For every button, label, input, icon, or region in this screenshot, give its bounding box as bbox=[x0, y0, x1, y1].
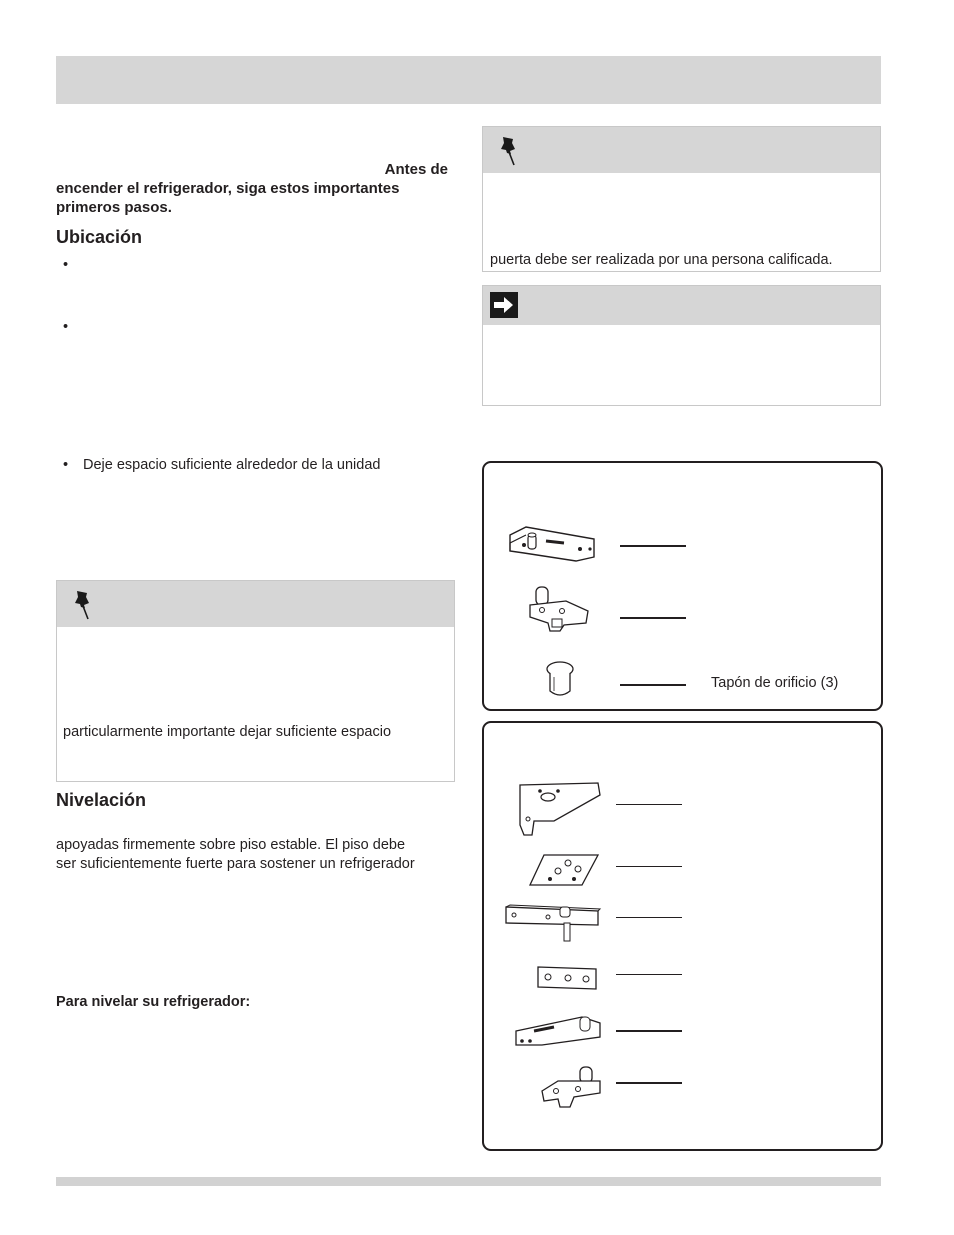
leader-line bbox=[616, 1082, 682, 1084]
hole-plug-icon bbox=[544, 659, 576, 701]
hinge-shim-icon bbox=[528, 849, 600, 889]
bottom-hinge-icon bbox=[512, 1013, 604, 1053]
leader-line bbox=[620, 684, 686, 686]
intro-line-3: primeros pasos. bbox=[56, 199, 172, 216]
center-hinge-icon bbox=[526, 583, 592, 637]
note-left-text: particularmente importante dejar suficiente espacio bbox=[63, 724, 392, 740]
bullet-item-3 bbox=[63, 456, 443, 476]
nivelacion-line-1: apoyadas firmemente sobre piso estable. El piso debe bbox=[56, 837, 406, 853]
leader-line bbox=[616, 974, 682, 975]
arrow-right-icon bbox=[490, 292, 518, 318]
bottom-hinge-pin-icon bbox=[538, 1063, 604, 1111]
hole-plug-label: Tapón de orificio (3) bbox=[711, 675, 839, 691]
note-box-header bbox=[483, 286, 880, 325]
hinge-kit-box-bottom bbox=[482, 721, 883, 1151]
pushpin-icon bbox=[73, 589, 95, 621]
bullet-item-2 bbox=[63, 318, 443, 338]
page-footer-bar bbox=[56, 1177, 881, 1186]
nivelar-subheading: Para nivelar su refrigerador: bbox=[56, 994, 251, 1010]
nivelacion-line-2: ser suficientemente fuerte para sostener un refrigerador bbox=[56, 856, 415, 872]
bullet-dot: • bbox=[63, 319, 69, 335]
bullet-dot: • bbox=[63, 457, 69, 473]
note-box-header bbox=[57, 581, 454, 627]
top-hinge-plate-icon bbox=[514, 781, 604, 839]
note-box-arrow bbox=[482, 285, 881, 406]
leader-line bbox=[620, 545, 686, 547]
bullet-item-1 bbox=[63, 256, 443, 276]
intro-line-2: encender el refrigerador, siga estos importantes bbox=[56, 180, 400, 197]
bullet-text: Deje espacio suficiente alrededor de la unidad bbox=[83, 457, 381, 473]
leader-line bbox=[616, 804, 682, 805]
hinge-spacer-icon bbox=[534, 963, 600, 993]
note-box-header bbox=[483, 127, 880, 173]
note-box-top bbox=[482, 126, 881, 272]
upper-hinge-icon bbox=[502, 521, 600, 565]
note-box-left bbox=[56, 580, 455, 782]
pushpin-icon bbox=[499, 135, 521, 167]
leader-line bbox=[616, 917, 682, 918]
leader-line bbox=[616, 866, 682, 867]
intro-line-1: Antes de bbox=[384, 161, 448, 178]
section-heading-nivelacion: Nivelación bbox=[56, 790, 147, 810]
bullet-dot: • bbox=[63, 257, 69, 273]
intro-bold-text bbox=[56, 160, 448, 217]
page-header-bar bbox=[56, 56, 881, 104]
hinge-kit-box-top bbox=[482, 461, 883, 711]
center-hinge-bar-icon bbox=[502, 901, 602, 945]
leader-line bbox=[616, 1030, 682, 1032]
leader-line bbox=[620, 617, 686, 619]
section-heading-ubicacion: Ubicación bbox=[56, 227, 143, 247]
note-top-text: puerta debe ser realizada por una persona calificada. bbox=[490, 252, 833, 268]
